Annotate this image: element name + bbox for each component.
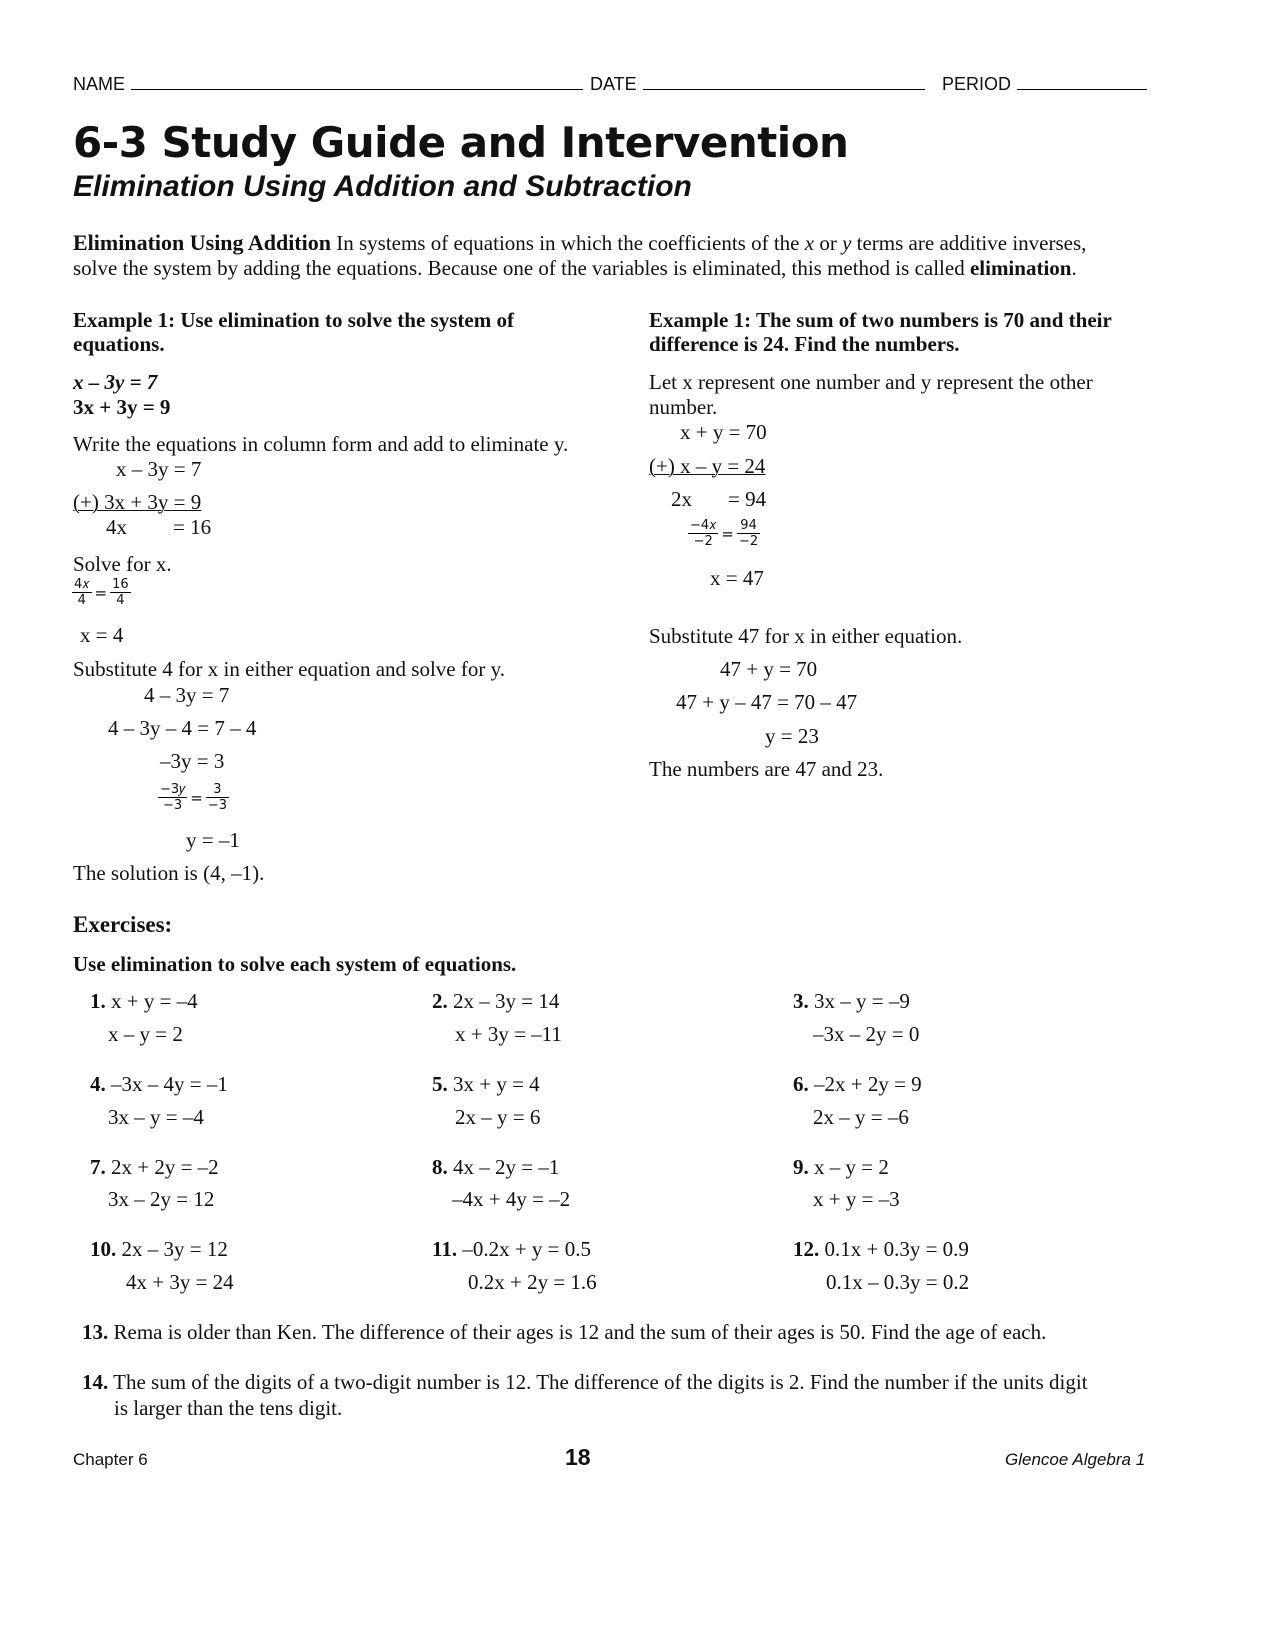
example-right-let-2: number. [649, 395, 718, 419]
fraction: $\frac{\text{−4𝑥}}{-2}$ [690, 518, 717, 549]
example-right-heading-1: Example 1: The sum of two numbers is 70 and their [649, 308, 1112, 332]
example-right-column-3b: = 94 [728, 487, 767, 511]
exercise-12-eq2: 0.1x – 0.3y = 0.2 [826, 1270, 970, 1294]
intro-line-2: solve the system by adding the equations. Because one of the variables is eliminated, this method is called elimination. [73, 256, 1077, 280]
exercise-5: 5. 3x + y = 4 [432, 1072, 540, 1096]
example-right-substitute: Substitute 47 for x in either equation. [649, 624, 963, 648]
exercise-14: 14. The sum of the digits of a two-digit number is 12. The difference of the digits is 2. Find the number if the units digit [82, 1370, 1088, 1394]
exercise-10: 10. 2x – 3y = 12 [90, 1237, 228, 1261]
example-left-x-result: x = 4 [80, 623, 124, 647]
exercise-6-eq2: 2x – y = –6 [813, 1105, 909, 1129]
example-left-y-result: y = –1 [186, 828, 240, 852]
example-left-column-3b: = 16 [173, 515, 212, 539]
fraction: $\frac{\text{−3𝑦}}{-3}$ [160, 782, 186, 813]
exercise-14-line-2: is larger than the tens digit. [114, 1396, 343, 1420]
example-right-step-2: 47 + y – 47 = 70 – 47 [676, 690, 858, 714]
footer-book: Glencoe Algebra 1 [1005, 1450, 1146, 1469]
exercises-instruction: Use elimination to solve each system of equations. [73, 952, 517, 976]
example-left-heading-1: Example 1: Use elimination to solve the system of [73, 308, 514, 332]
exercise-9-eq2: x + y = –3 [813, 1187, 900, 1211]
exercise-1-eq2: x – y = 2 [108, 1022, 183, 1046]
exercise-6: 6. –2x + 2y = 9 [793, 1072, 922, 1096]
footer-page-number: 18 [565, 1444, 591, 1470]
page-title: 6-3 Study Guide and Intervention [73, 118, 849, 167]
exercise-7-eq2: 3x – 2y = 12 [108, 1187, 215, 1211]
exercise-4: 4. –3x – 4y = –1 [90, 1072, 228, 1096]
intro-line-1: Elimination Using Addition In systems of equations in which the coefficients of the x or y terms are additive inverses, [73, 230, 1087, 255]
example-right-column-3a: 2x [671, 487, 692, 511]
example-left-fraction-eq-2: $\frac{\text{−3𝑦}}{-3}$ = $\frac{3}{-3}$ [160, 782, 227, 813]
example-right-column-2: (+) x – y = 24 [649, 454, 766, 478]
name-field[interactable] [73, 74, 583, 95]
exercise-8: 8. 4x – 2y = –1 [432, 1155, 560, 1179]
page-subtitle: Elimination Using Addition and Subtraction [73, 170, 692, 203]
period-blank[interactable] [1017, 75, 1147, 90]
example-left-column-1: x – 3y = 7 [116, 457, 202, 481]
example-right-let-1: Let x represent one number and y represent the other [649, 370, 1093, 394]
fraction: $\frac{\text{4𝑥}}{4}$ [74, 577, 90, 608]
example-right-fraction-eq: $\frac{\text{−4𝑥}}{-2}$ = $\frac{94}{-2}$ [690, 518, 759, 549]
exercise-9: 9. x – y = 2 [793, 1155, 889, 1179]
date-field[interactable] [590, 74, 925, 95]
example-left-step-1: 4 – 3y = 7 [144, 683, 230, 707]
exercise-5-eq2: 2x – y = 6 [455, 1105, 541, 1129]
intro-heading: Elimination Using Addition [73, 230, 331, 255]
exercise-2: 2. 2x – 3y = 14 [432, 989, 560, 1013]
period-label: PERIOD [942, 74, 1012, 94]
exercises-heading: Exercises: [73, 912, 173, 937]
fraction: $\frac{3}{-3}$ [207, 782, 227, 813]
example-right-step-1: 47 + y = 70 [720, 657, 818, 681]
example-right-column-1: x + y = 70 [680, 420, 767, 444]
exercise-11-eq2: 0.2x + 2y = 1.6 [468, 1270, 597, 1294]
example-left-instruction: Write the equations in column form and add to eliminate y. [73, 432, 569, 456]
period-field[interactable] [942, 74, 1147, 95]
example-left-step-3: –3y = 3 [160, 749, 225, 773]
example-right-heading-2: difference is 24. Find the numbers. [649, 332, 960, 356]
example-left-column-2: (+) 3x + 3y = 9 [73, 490, 202, 514]
example-right-step-3: y = 23 [765, 724, 819, 748]
exercise-12: 12. 0.1x + 0.3y = 0.9 [793, 1237, 969, 1261]
exercise-2-eq2: x + 3y = –11 [455, 1022, 562, 1046]
example-left-solve-for: Solve for x. [73, 552, 172, 576]
exercise-3-eq2: –3x – 2y = 0 [813, 1022, 920, 1046]
example-left-solution: The solution is (4, –1). [73, 861, 265, 885]
exercise-7: 7. 2x + 2y = –2 [90, 1155, 219, 1179]
example-right-x-result: x = 47 [710, 566, 764, 590]
example-left-fraction-eq-1: $\frac{\text{4𝑥}}{4}$ = $\frac{16}{4}$ [74, 577, 129, 608]
exercise-4-eq2: 3x – y = –4 [108, 1105, 204, 1129]
exercise-11: 11. –0.2x + y = 0.5 [432, 1237, 592, 1261]
date-blank[interactable] [643, 75, 925, 90]
exercise-8-eq2: –4x + 4y = –2 [452, 1187, 571, 1211]
fraction: $\frac{16}{4}$ [112, 577, 129, 608]
exercise-3: 3. 3x – y = –9 [793, 989, 910, 1013]
footer-chapter: Chapter 6 [73, 1450, 148, 1469]
fraction: $\frac{94}{-2}$ [738, 518, 759, 549]
example-left-eq2: 3x + 3y = 9 [73, 395, 171, 419]
example-right-answer: The numbers are 47 and 23. [649, 757, 884, 781]
name-label: NAME [73, 74, 126, 94]
exercise-1: 1. x + y = –4 [90, 989, 198, 1013]
example-left-eq1: x – 3y = 7 [73, 370, 158, 394]
name-blank[interactable] [131, 75, 583, 90]
exercise-13: 13. Rema is older than Ken. The difference of their ages is 12 and the sum of their ages is 50. Find the age of each. [82, 1320, 1047, 1344]
exercise-10-eq2: 4x + 3y = 24 [126, 1270, 234, 1294]
date-label: DATE [590, 74, 637, 94]
example-left-heading-2: equations. [73, 332, 165, 356]
example-left-substitute: Substitute 4 for x in either equation and solve for y. [73, 657, 505, 681]
example-left-column-3a: 4x [106, 515, 127, 539]
elimination-term: elimination [969, 256, 1072, 280]
example-left-step-2: 4 – 3y – 4 = 7 – 4 [108, 716, 257, 740]
